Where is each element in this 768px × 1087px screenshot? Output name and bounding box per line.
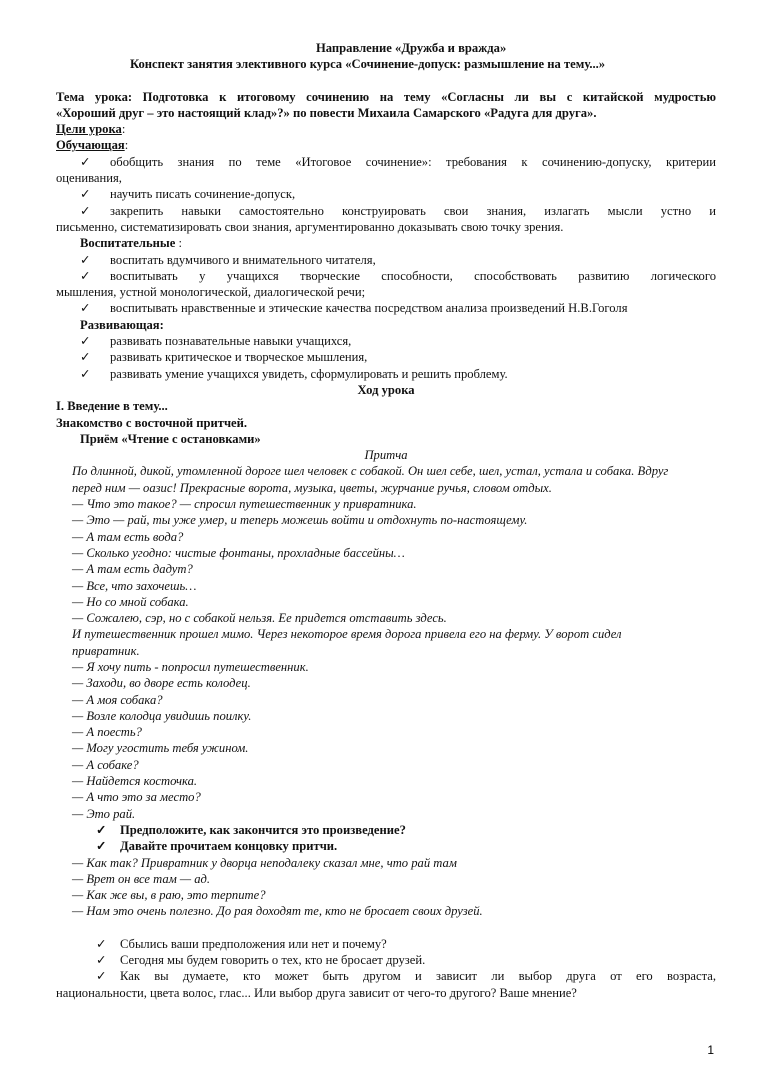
lesson-progress-title: Ход урока <box>357 382 415 397</box>
prompt-read-ending: ✓ Давайте прочитаем концовку притчи. <box>56 838 716 854</box>
checkmark-icon: ✓ <box>80 366 91 381</box>
checkmark-icon: ✓ <box>80 252 91 267</box>
teaching-item-1-cont: оценивания, <box>56 171 122 186</box>
parable-intro-2: перед ним — оазис! Прекрасные ворота, музыка, цветы, журчание ручья, словом отдых. <box>72 480 552 495</box>
teaching-heading: Обучающая: <box>56 138 129 153</box>
checkmark-icon: ✓ <box>96 953 107 968</box>
upbringing-item-2: ✓ воспитывать у учащихся творческие способности, способствовать развитию логического <box>56 268 716 284</box>
header-summary: Конспект занятия элективного курса «Сочинение-допуск: размышление на тему...» <box>130 57 606 72</box>
upbringing-item-2-cont: мышления, устной монологической, диалогической речи; <box>56 285 366 300</box>
dialog-line: — Заходи, во дворе есть колодец. <box>72 676 251 691</box>
dialog-line: — Все, что захочешь… <box>72 578 197 593</box>
ending-line: — Нам это очень полезно. До рая доходят те, кто не бросает своих друзей. <box>72 904 483 919</box>
ending-line: — Как так? Привратник у дворца неподалеку сказал мне, что рай там <box>72 855 457 870</box>
page-number: 1 <box>707 1043 714 1057</box>
technique-title: Приём «Чтение с остановками» <box>80 431 261 446</box>
checkmark-icon: ✓ <box>96 969 107 984</box>
question-item-2: ✓ Сегодня мы будем говорить о тех, кто не бросает друзей. <box>56 952 716 968</box>
upbringing-item-1: ✓ воспитать вдумчивого и внимательного читателя, <box>56 252 716 268</box>
dialog-line: — Но со мной собака. <box>72 594 189 609</box>
checkmark-icon: ✓ <box>80 350 91 365</box>
developing-item-2: ✓ развивать критическое и творческое мышления, <box>56 349 716 365</box>
dialog-line: — А там есть дадут? <box>72 562 193 577</box>
header-direction: Направление «Дружба и вражда» <box>316 41 507 55</box>
developing-item-1: ✓ развивать познавательные навыки учащихся, <box>56 333 716 349</box>
section-parable-acquaintance: Знакомство с восточной притчей. <box>56 415 248 430</box>
dialog-line: — Что это такое? — спросил путешественник у привратника. <box>72 497 417 512</box>
checkmark-icon: ✓ <box>80 203 91 218</box>
checkmark-icon: ✓ <box>80 268 91 283</box>
parable-intro-1: По длинной, дикой, утомленной дороге шел человек с собакой. Он шел себе, шел, устал, устала и собака. Вдруг <box>72 464 669 479</box>
dialog-line: — А поесть? <box>72 725 142 740</box>
dialog-line: — А там есть вода? <box>72 529 184 544</box>
checkmark-icon: ✓ <box>80 154 91 169</box>
teaching-item-1: ✓ обобщить знания по теме «Итоговое сочинение»: требования к сочинению-допуску, критерии <box>56 154 716 170</box>
teaching-item-3: ✓ закрепить навыки самостоятельно конструировать свои знания, излагать мысли устно и <box>56 203 716 219</box>
document-page <box>56 40 716 1001</box>
question-item-3: ✓ Как вы думаете, кто может быть другом и зависит ли выбор друга от его возраста, <box>56 968 716 984</box>
dialog-line: — Могу угостить тебя ужином. <box>72 741 249 756</box>
section-intro: I. Введение в тему... <box>56 399 168 414</box>
prompt-predict: ✓ Предположите, как закончится это произведение? <box>56 822 716 838</box>
checkmark-icon: ✓ <box>96 839 107 854</box>
dialog-line: — А что это за место? <box>72 790 201 805</box>
parable-title: Притча <box>364 448 408 463</box>
dialog-line: — Это рай. <box>72 806 136 821</box>
upbringing-item-3: ✓ воспитывать нравственные и этические качества посредством анализа произведений Н.В.Гоголя <box>56 300 716 316</box>
developing-heading: Развивающая: <box>80 317 164 332</box>
parable-mid-1: И путешественник прошел мимо. Через некоторое время дорога привела его на ферму. У ворот сидел <box>72 627 622 642</box>
ending-line: — Как же вы, в раю, это терпите? <box>72 888 266 903</box>
question-item-1: ✓ Сбылись ваши предположения или нет и почему? <box>56 936 716 952</box>
dialog-line: — Возле колодца увидишь поилку. <box>72 708 252 723</box>
developing-item-3: ✓ развивать умение учащихся увидеть, сформулировать и решить проблему. <box>56 366 716 382</box>
question-item-3-cont: национальности, цвета волос, глас... Или выбор друга зависит от чего-то другого? Ваше мнение? <box>56 985 577 1000</box>
goals-heading: Цели урока: <box>56 122 126 137</box>
teaching-item-3-cont: письменно, систематизировать свои знания, аргументированно доказывать свою точку зрения. <box>56 219 564 234</box>
dialog-line: — Сколько угодно: чистые фонтаны, прохладные бассейны… <box>72 545 405 560</box>
topic-line-1: Тема урока: Подготовка к итоговому сочинению на тему «Согласны ли вы с китайской мудростью <box>56 89 716 104</box>
dialog-line: — А моя собака? <box>72 692 163 707</box>
dialog-line: — А собаке? <box>72 757 139 772</box>
checkmark-icon: ✓ <box>80 187 91 202</box>
teaching-item-2: ✓ научить писать сочинение-допуск, <box>56 186 716 202</box>
dialog-line: — Найдется косточка. <box>72 774 198 789</box>
checkmark-icon: ✓ <box>80 301 91 316</box>
checkmark-icon: ✓ <box>80 334 91 349</box>
checkmark-icon: ✓ <box>96 936 107 951</box>
dialog-line: — Сожалею, сэр, но с собакой нельзя. Ее придется отставить здесь. <box>72 611 447 626</box>
ending-line: — Врет он все там — ад. <box>72 871 211 886</box>
checkmark-icon: ✓ <box>96 822 107 837</box>
dialog-line: — Я хочу пить - попросил путешественник. <box>72 659 309 674</box>
parable-mid-2: привратник. <box>72 643 140 658</box>
topic-line-2: «Хороший друг – это настоящий клад»?» по повести Михаила Самарского «Радуга для друга». <box>56 105 597 120</box>
upbringing-heading: Воспитательные : <box>80 236 182 251</box>
dialog-line: — Это — рай, ты уже умер, и теперь можешь войти и отдохнуть по-настоящему. <box>72 513 528 528</box>
